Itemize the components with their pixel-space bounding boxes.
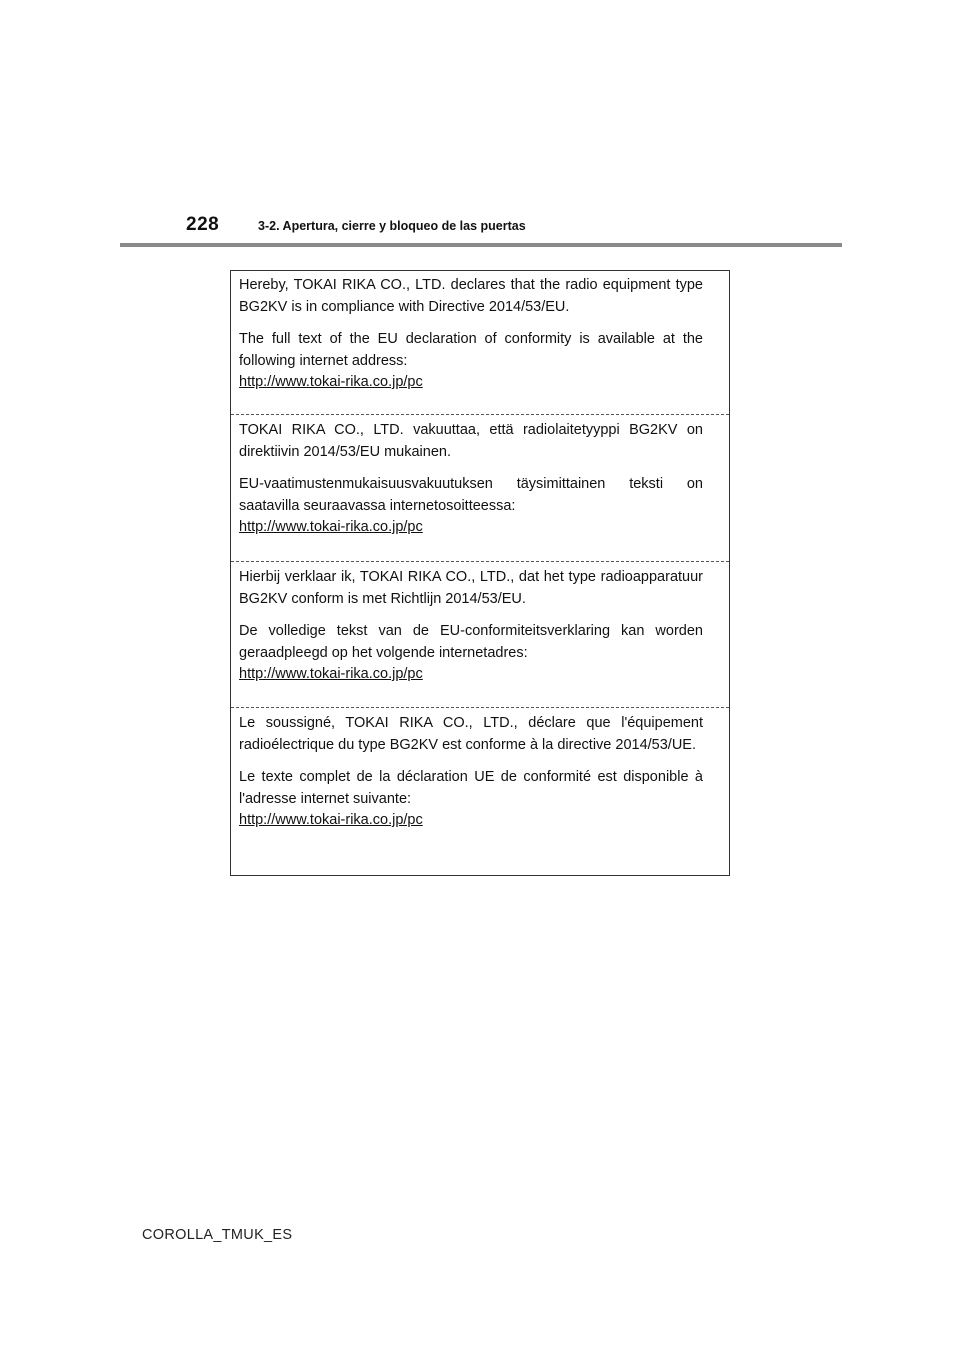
page-number: 228 bbox=[186, 214, 220, 235]
availability-text: The full text of the EU declaration of conformity is available at the following internet address: bbox=[239, 331, 703, 369]
declaration-dutch bbox=[231, 561, 729, 686]
declaration-availability bbox=[239, 621, 703, 686]
declaration-link[interactable]: http://www.tokai-rika.co.jp/pc bbox=[239, 374, 423, 390]
declaration-availability bbox=[239, 767, 703, 832]
declaration-statement: Hierbij verklaar ik, TOKAI RIKA CO., LTD., dat het type radioapparatuur BG2KV conform is met Richtlijn 2014/53/EU. bbox=[239, 569, 703, 607]
availability-text: Le texte complet de la déclaration UE de conformité est disponible à l'adresse internet suivante: bbox=[239, 769, 703, 807]
declaration-link[interactable]: http://www.tokai-rika.co.jp/pc bbox=[239, 519, 423, 535]
declaration-link[interactable]: http://www.tokai-rika.co.jp/pc bbox=[239, 812, 423, 828]
declaration-statement: Le soussigné, TOKAI RIKA CO., LTD., déclare que l'équipement radioélectrique du type BG2KV est conforme à la directive 2014/53/UE. bbox=[239, 715, 703, 753]
declaration-box bbox=[230, 270, 730, 876]
declaration-statement: TOKAI RIKA CO., LTD. vakuuttaa, että radiolaitetyyppi BG2KV on direktiivin 2014/53/EU mukainen. bbox=[239, 422, 703, 460]
section-title: 3-2. Apertura, cierre y bloqueo de las puertas bbox=[258, 219, 526, 233]
declaration-english bbox=[231, 275, 729, 394]
declaration-link[interactable]: http://www.tokai-rika.co.jp/pc bbox=[239, 666, 423, 682]
declaration-availability bbox=[239, 474, 703, 539]
declaration-statement: Hereby, TOKAI RIKA CO., LTD. declares that the radio equipment type BG2KV is in compliance with Directive 2014/53/EU. bbox=[239, 277, 703, 315]
declaration-availability bbox=[239, 329, 703, 394]
availability-text: EU-vaatimustenmukaisuusvakuutuksen täysimittainen teksti on saatavilla seuraavassa internetosoitteessa: bbox=[239, 476, 703, 514]
declaration-french bbox=[231, 707, 729, 832]
availability-text: De volledige tekst van de EU-conformiteitsverklaring kan worden geraadpleegd op het volgende internetadres: bbox=[239, 623, 703, 661]
document-code: COROLLA_TMUK_ES bbox=[142, 1227, 293, 1243]
declaration-finnish bbox=[231, 414, 729, 539]
header-rule bbox=[120, 243, 842, 247]
